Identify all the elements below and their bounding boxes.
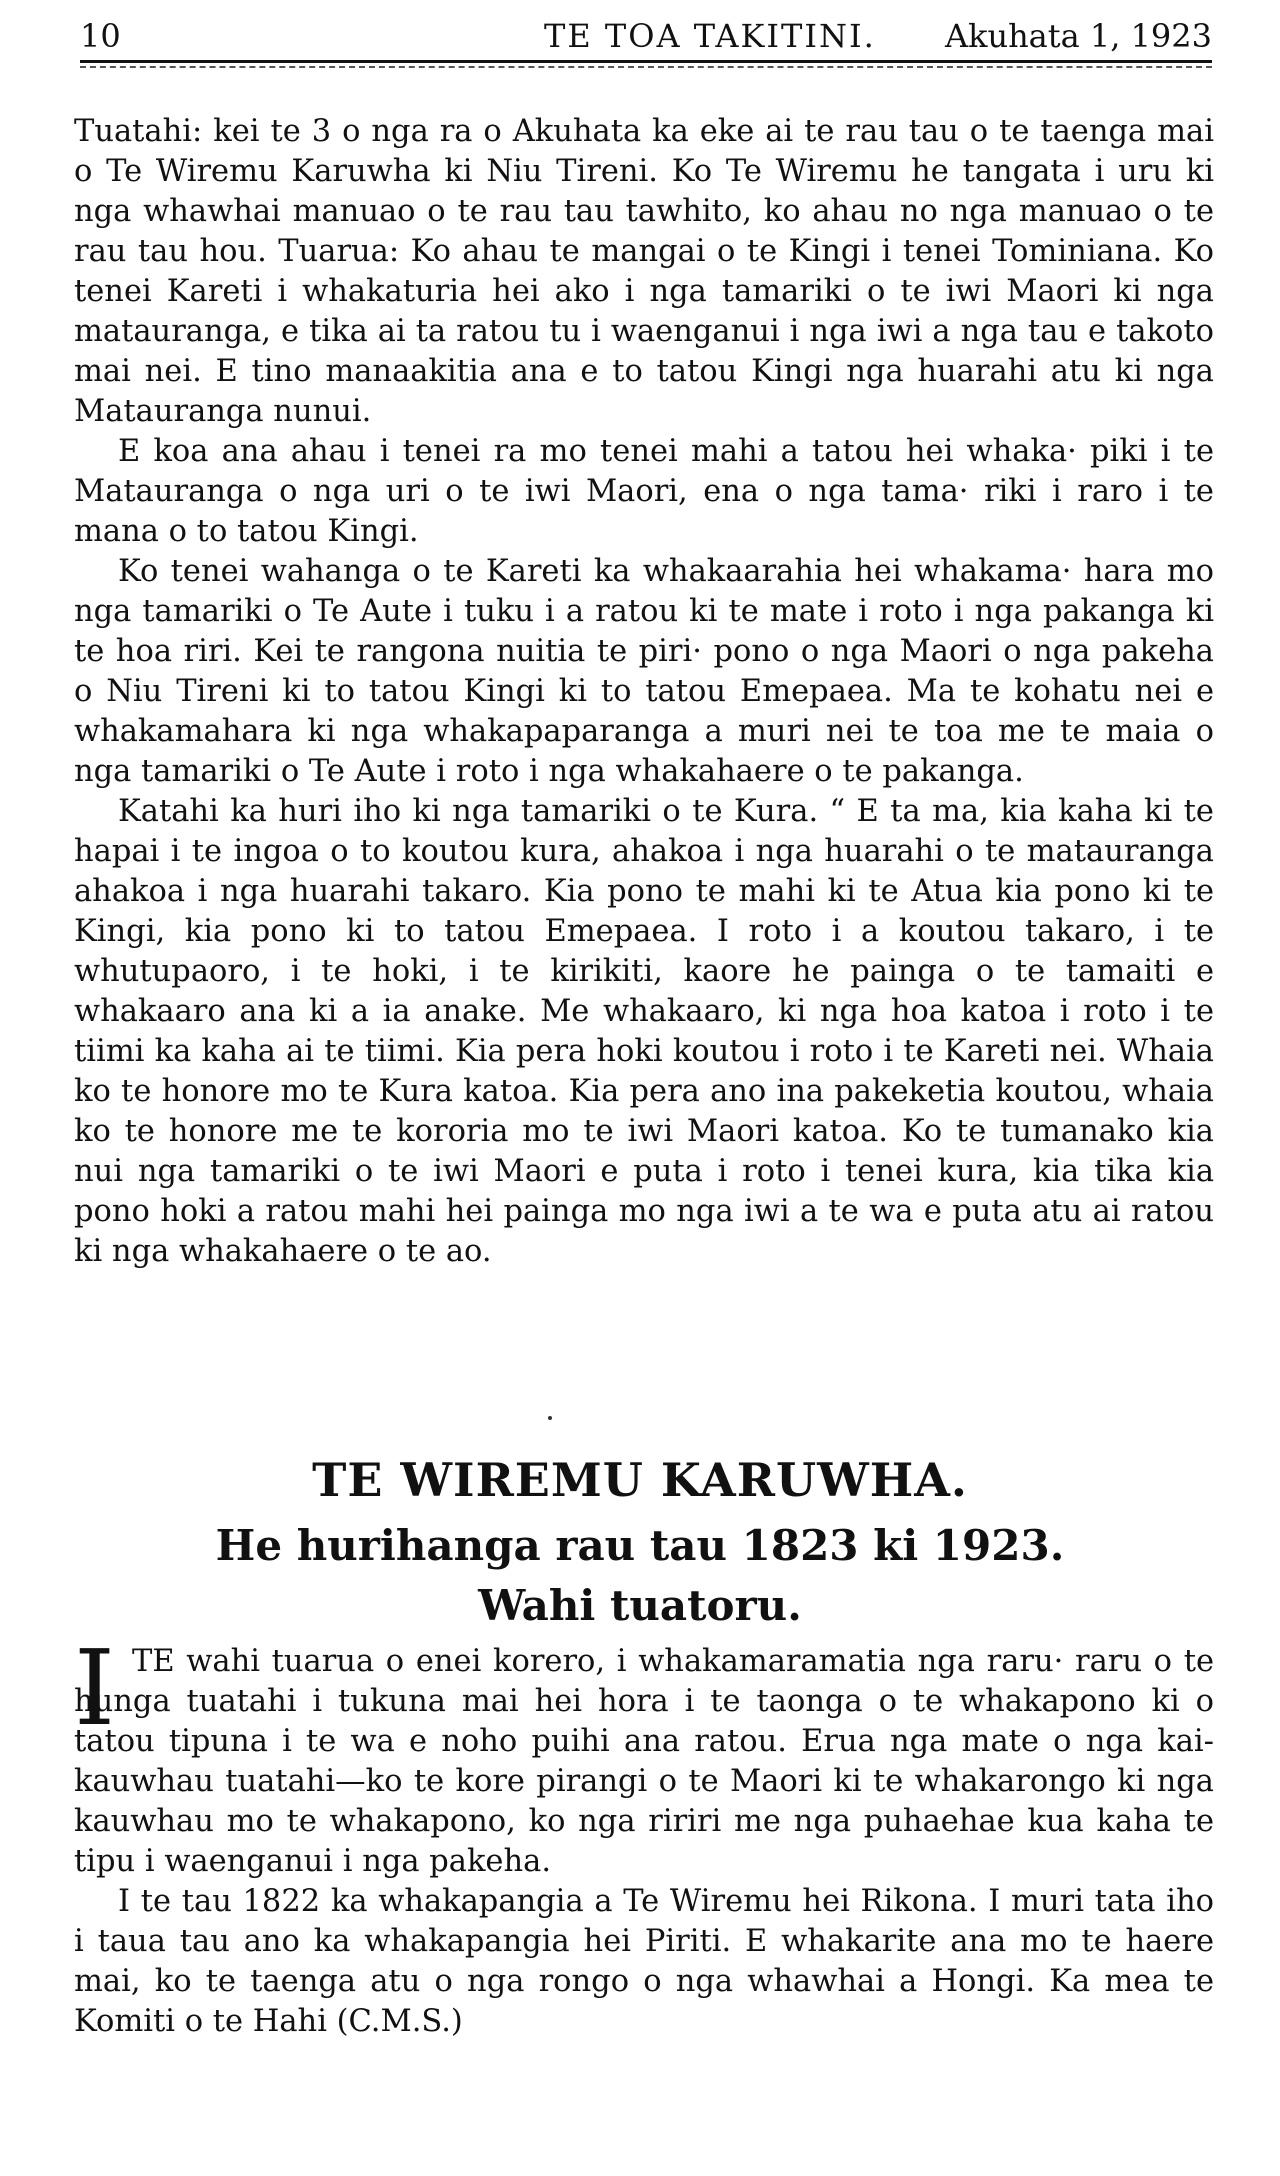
paragraph: TE wahi tuarua o enei korero, i whakamaramatia nga raru· raru o te hunga tuatahi i tukuna mai hei hora i te taonga o te whakapono ki o tatou tipuna i te wa e noho puihi ana ratou. Erua nga mate o nga kai-kauwhau tuatahi—ko te kore pirangi o te Maori ki te whakarongo ki nga kauwhau mo te whakapono, ko nga ririri me nga puhaehae kua kaha te tipu i waenganui i nga pakeha. — [74, 1644, 1214, 1879]
paragraph: Ko tenei wahanga o te Kareti ka whakaarahia hei whakama· hara mo nga tamariki o Te Aute i tuku i a ratou ki te mate i roto i nga pakanga ki te hoa riri. Kei te rangona nuitia te piri· pono o nga Maori o nga pakeha o Niu Tireni ki to tatou Kingi ki to tatou Emepaea. Ma te kohatu nei e whakamahara ki nga whakapaparanga a muri nei te toa me te maia o nga tamariki o Te Aute i roto i nga whakahaere o te pakanga. — [74, 554, 1214, 789]
article-body — [74, 112, 1214, 1272]
page-header — [80, 14, 1212, 58]
separator-dot — [548, 1416, 552, 1420]
article-heading: TE WIREMU KARUWHA. — [312, 1453, 968, 1507]
paragraph: I te tau 1822 ka whakapangia a Te Wiremu hei Rikona. I muri tata iho i taua tau ano ka whakapangia hei Piriti. E whakarite ana mo te haere mai, ko te taenga atu o nga rongo o nga whawhai a Hongi. Ka mea te Komiti o te Hahi (C.M.S.) — [74, 1884, 1214, 2039]
paragraph: E koa ana ahau i tenei ra mo tenei mahi a tatou hei whaka· piki i te Matauranga o nga uri o te iwi Maori, ena o nga tama· riki i raro i te mana o to tatou Kingi. — [74, 434, 1214, 549]
article-part-heading: Wahi tuatoru. — [478, 1581, 802, 1630]
article2-body — [74, 1627, 1214, 2042]
article-subheading: He hurihanga rau tau 1823 ki 1923. — [215, 1521, 1065, 1570]
header-rule — [80, 60, 1212, 63]
paragraph: Katahi ka huri iho ki nga tamariki o te Kura. “ E ta ma, kia kaha ki te hapai i te ingoa o to koutou kura, ahakoa i nga huarahi o te matauranga ahakoa i nga huarahi takaro. Kia pono te mahi ki te Atua kia pono ki te Kingi, kia pono ki to tatou Emepaea. I roto i a koutou takaro, i te whutupaoro, i te hoki, i te kirikiti, kaore he painga o te tamaiti e whakaaro ana ki a ia anake. Me whakaaro, ki nga hoa katoa i roto i te tiimi ka kaha ai te tiimi. Kia pera hoki koutou i roto i te Kareti nei. Whaia ko te honore mo te Kura katoa. Kia pera ano ina pakeketia koutou, whaia ko te honore me te kororia mo te iwi Maori katoa. Ko te tumanako kia nui nga tamariki o te iwi Maori e puta i roto i tenei kura, kia tika kia pono hoki a ratou mahi hei painga mo nga iwi a te wa e puta atu ai ratou ki nga whakahaere o te ao. — [74, 794, 1214, 1269]
page-number: 10 — [80, 17, 121, 55]
header-dashed-rule — [80, 66, 1212, 68]
issue-date: Akuhata 1, 1923 — [944, 17, 1212, 55]
paragraph: Tuatahi: kei te 3 o nga ra o Akuhata ka eke ai te rau tau o te taenga mai o Te Wiremu Karuwha ki Niu Tireni. Ko Te Wiremu he tangata i uru ki nga whawhai manuao o te rau tau tawhito, ko ahau no nga manuao o te rau tau hou. Tuarua: Ko ahau te mangai o te Kingi i tenei Tominiana. Ko tenei Kareti i whakaturia hei ako i nga tamariki o te iwi Maori ki nga matauranga, e tika ai ta ratou tu i waenganui i nga iwi a nga tau e takoto mai nei. E tino manaakitia ana e to tatou Kingi nga huarahi atu ki nga Matauranga nunui. — [74, 114, 1214, 429]
publication-title: TE TOA TAKITINI. — [544, 17, 876, 55]
drop-cap: I — [74, 1627, 116, 1749]
